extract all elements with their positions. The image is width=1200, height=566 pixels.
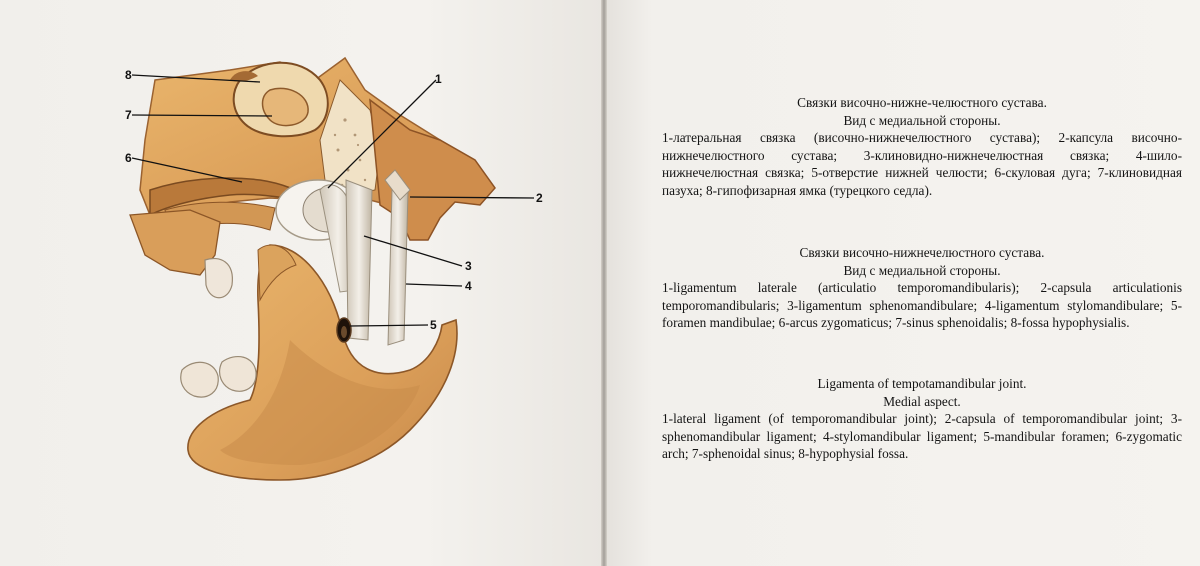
caption-latin: [662, 244, 1182, 332]
lower-molar-1: [181, 362, 218, 397]
sphenomandibular-ligament: [346, 180, 372, 340]
caption-russian-title: Связки височно-нижне-челюстного сустава.: [797, 95, 1047, 110]
caption-russian-body: 1-латеральная связка (височно-нижнечелюстного сустава); 2-капсула височно-нижнечелюстного сустава; 3-клиновидно-нижнечелюстная связка; 4-шило-нижнечелюстная связка; 5-отверстие нижней челюсти; 6-скуловая дуга; 7-клиновидная пазуха; 8-гипофизарная ямка (турецкого седла).: [662, 130, 1182, 198]
caption-english-body: 1-lateral ligament (of temporomandibular joint); 2-capsula of temporomandibular joint; 3-sphenomandibular ligament; 4-stylomandibular ligament; 5-mandibular foramen; 6-zygomatic arch; 7-sphenoidal sinus; 8-hypophysial fossa.: [662, 411, 1182, 461]
lower-molar-2: [220, 357, 256, 392]
tmj-ligaments-illustration: [110, 40, 580, 500]
label-1: 1: [435, 72, 442, 86]
caption-russian: [662, 94, 1182, 199]
label-2: 2: [536, 191, 543, 205]
label-4: 4: [465, 279, 472, 293]
caption-english-title: Ligamenta of tempotamandibular joint.: [817, 376, 1027, 391]
label-8: 8: [125, 68, 132, 82]
caption-russian-subtitle: Вид с медиальной стороны.: [843, 112, 1001, 128]
label-5: 5: [430, 318, 437, 332]
caption-latin-subtitle: Вид с медиальной стороны.: [843, 262, 1001, 278]
book-spine: [601, 0, 607, 566]
label-7: 7: [125, 108, 132, 122]
caption-english-subtitle: Medial aspect.: [883, 393, 961, 409]
label-6: 6: [125, 151, 132, 165]
stylomandibular-ligament: [388, 190, 408, 345]
upper-tooth: [205, 258, 232, 297]
caption-latin-body: 1-ligamentum laterale (articulatio temporomandibularis); 2-capsula articulationis temporomandibularis; 3-ligamentum sphenomandibulare; 4-ligamentum stylomandibulare; 5-foramen mandibulae; 6-arcus zygomaticus; 7-sinus sphenoidalis; 8-fossa hypophysialis.: [662, 280, 1182, 330]
temporal-bone: [370, 100, 495, 240]
label-3: 3: [465, 259, 472, 273]
caption-english: [662, 375, 1182, 463]
caption-latin-title: Связки височно-нижнечелюстного сустава.: [799, 245, 1045, 260]
